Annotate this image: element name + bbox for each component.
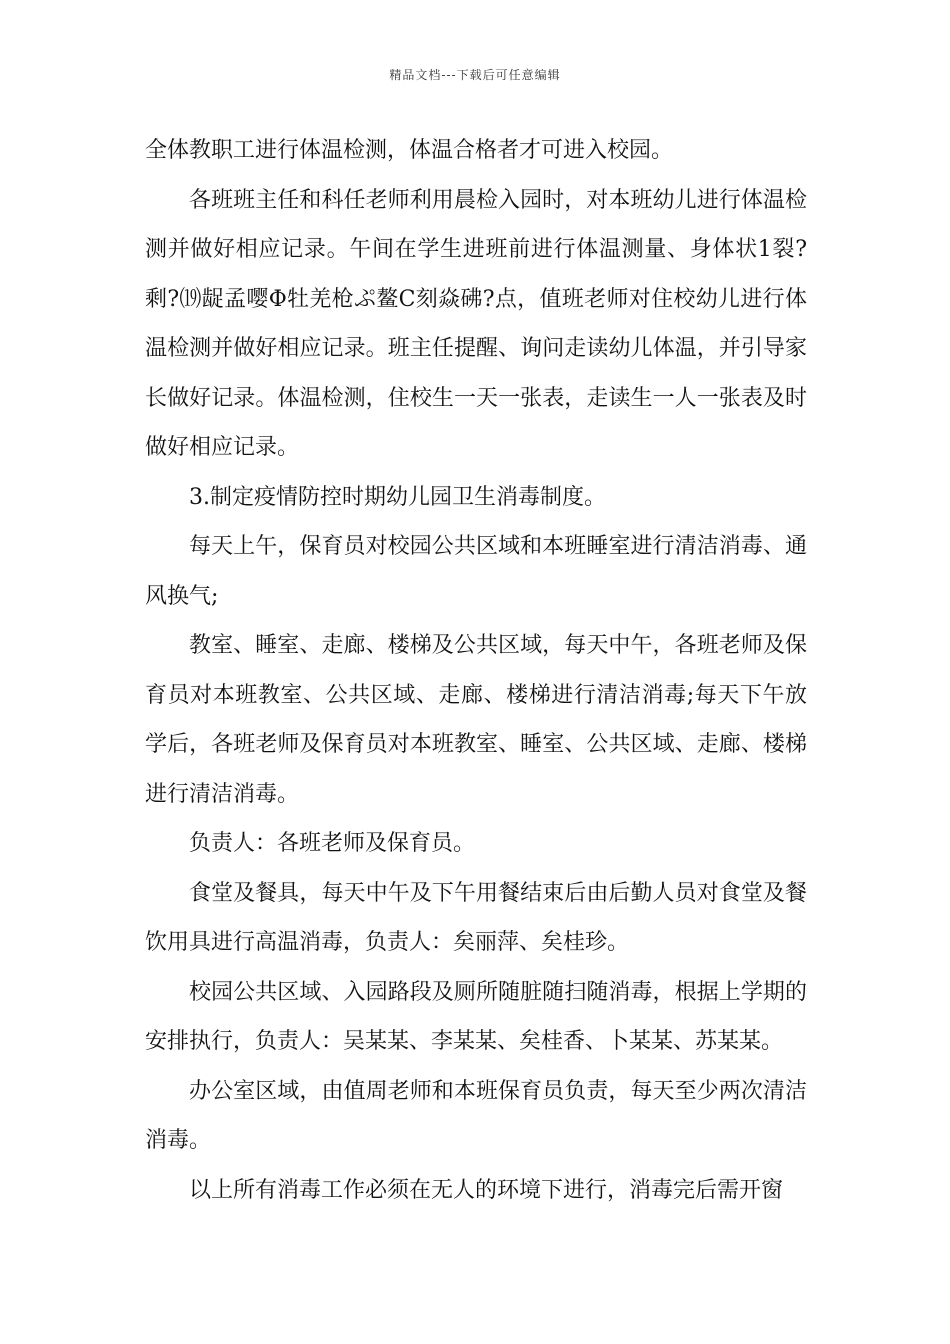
paragraph: 以上所有消毒工作必须在无人的环境下进行，消毒完后需开窗 — [189, 1177, 784, 1203]
paragraph: 各班班主任和科任老师利用晨检入园时，对本班幼儿进行体温检测并做好相应记录。午间在学生进班前进行体温测量、身体状1裂?剩?⒆龊孟嘤Φ牡羌枪ぷ鳌C刻焱砩?点，值班老师对住校幼儿进行体温检测并做好相应记录。班主任提醒、询问走读幼儿体温，并引导家长做好记录。体温检测，住校生一天一张表，走读生一人一张表及时做好相应记录。 — [145, 187, 807, 460]
page-header: 精品文档---下载后可任意编辑 — [389, 68, 561, 82]
paragraph: 负责人：各班老师及保育员。 — [189, 831, 476, 856]
paragraph: 办公室区域，由值周老师和本班保育员负责，每天至少两次清洁消毒。 — [145, 1078, 807, 1153]
paragraph: 全体教职工进行体温检测，体温合格者才可进入校园。 — [145, 138, 674, 163]
paragraph: 校园公共区域、入园路段及厕所随脏随扫随消毒，根据上学期的安排执行，负责人：吴某某、李某某、矣桂香、卜某某、苏某某。 — [145, 979, 807, 1054]
paragraph: 每天上午，保育员对校园公共区域和本班睡室进行清洁消毒、通风换气; — [145, 534, 807, 609]
paragraph: 教室、睡室、走廊、楼梯及公共区域，每天中午，各班老师及保育员对本班教室、公共区域、走廊、楼梯进行清洁消毒;每天下午放学后，各班老师及保育员对本班教室、睡室、公共区域、走廊、楼梯进行清洁消毒。 — [145, 633, 807, 807]
paragraph: 食堂及餐具，每天中午及下午用餐结束后由后勤人员对食堂及餐饮用具进行高温消毒，负责人：矣丽萍、矣桂珍。 — [145, 880, 807, 955]
paragraph: 3.制定疫情防控时期幼儿园卫生消毒制度。 — [189, 484, 606, 510]
document-body — [145, 126, 807, 1215]
